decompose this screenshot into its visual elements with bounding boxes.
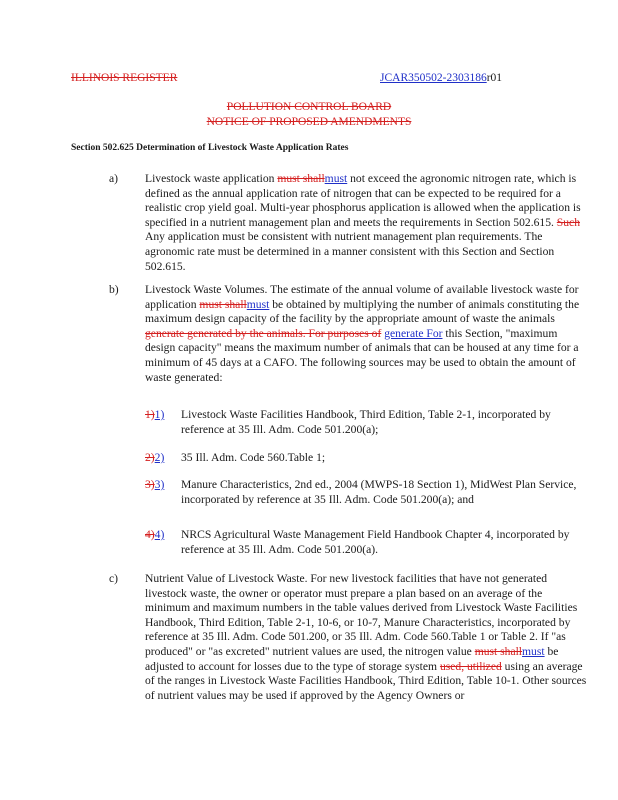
para-b-deletion-2: generate generated by the animals. For purposes of	[145, 326, 382, 340]
para-b-text-2: be obtained by multiplying the number of animals constituting the maximum design capacity of the facility by the appropriate amount of waste the animals	[145, 297, 580, 326]
para-c-label: c)	[109, 572, 119, 585]
notice-title: NOTICE OF PROPOSED AMENDMENTS	[206, 116, 412, 128]
board-name: POLLUTION CONTROL BOARD	[226, 101, 392, 113]
register-header: ILLINOIS REGISTER	[71, 72, 178, 84]
source-4-number-inserted: 4)	[154, 528, 165, 541]
jcar-suffix: r01	[486, 72, 503, 84]
source-2-number-inserted: 2)	[154, 451, 165, 464]
source-1-number	[145, 408, 164, 421]
jcar-header	[380, 72, 502, 84]
para-a-text-2: not exceed the agronomic nitrogen rate, which is defined as the annual application rate of nitrogen that can be expected to be required for a realistic crop yield goal. Multi-year phosphorus application is allowed when the application is specified in a nutrient management plan and meets the requirements in Section 502.615.	[145, 172, 581, 229]
para-c-text-3: using an average of the ranges in Livestock Waste Facilities Handbook, Third Edition, Table 10-1. Other sources of nutrient values may be used if approved by the Agency Owners or	[145, 659, 587, 702]
para-a	[145, 172, 590, 274]
para-a-text-1: Livestock waste application	[145, 172, 278, 185]
para-c-insertion-1: must	[522, 644, 545, 658]
para-b-label: b)	[109, 283, 119, 296]
para-b-text-3: this Section, "maximum design capacity" means the maximum number of animals that can be housed at any time for a minimum of 45 days at a CAFO. The following sources may be used to obtain the amount of waste generated:	[145, 326, 579, 384]
source-1-number-inserted: 1)	[154, 408, 165, 421]
source-2-number	[145, 451, 164, 464]
source-1-number-deleted: 1)	[145, 408, 155, 421]
source-2: 35 Ill. Adm. Code 560.Table 1;	[181, 451, 326, 464]
source-3: Manure Characteristics, 2nd ed., 2004 (MWPS-18 Section 1), MidWest Plan Service, incorporated by reference at 35 Ill. Adm. Code 501.200(a); and	[181, 478, 577, 506]
source-3-number-inserted: 3)	[154, 478, 165, 491]
para-c-text-1: Nutrient Value of Livestock Waste. For new livestock facilities that have not generated livestock waste, the owner or operator must prepare a plan based on an average of the minimum and maximum numbers in the table values derived from Livestock Waste Facilities Handbook, Third Edition, Table 2-1, 10-6, or 10-7, Manure Characteristics, incorporated by reference at 35 Ill. Adm. Code 501.200, or 35 Ill. Adm. Code 560.Table 1 or Table 2. If "as produced" or "as excreted" nutrient values are used, the nitrogen value	[145, 572, 578, 658]
para-b-text-1: Livestock Waste Volumes. The estimate of the annual volume of available livestock waste for application	[145, 283, 579, 311]
para-c-text-2: be adjusted to account for losses due to the type of storage system	[145, 644, 559, 673]
para-b-insertion-2: generate For	[384, 326, 443, 340]
para-a-text-3: Any application must be consistent with nutrient management plan requirements. The agronomic rate must be determined in a manner consistent with this Section and Section 502.615.	[145, 230, 555, 273]
para-c	[145, 572, 590, 703]
para-b-insertion-1: must	[246, 297, 270, 311]
para-a-deletion-2: Such	[556, 215, 580, 229]
para-a-insertion-1: must	[324, 172, 348, 185]
section-heading: Section 502.625 Determination of Livestock Waste Application Rates	[71, 143, 349, 153]
para-b	[145, 283, 585, 385]
source-3-number-deleted: 3)	[145, 478, 155, 491]
para-c-deletion-1: must shall	[474, 644, 523, 658]
source-4-number-deleted: 4)	[145, 528, 155, 541]
jcar-number: JCAR350502-2303186	[380, 72, 487, 84]
source-1: Livestock Waste Facilities Handbook, Third Edition, Table 2-1, incorporated by reference at 35 Ill. Adm. Code 501.200(a);	[181, 408, 551, 436]
source-2-number-deleted: 2)	[145, 451, 155, 464]
para-a-deletion-1: must shall	[277, 172, 325, 185]
para-a-label: a)	[109, 172, 119, 185]
para-b-deletion-1: must shall	[199, 297, 247, 311]
source-3-number	[145, 478, 164, 491]
para-c-deletion-2: used, utilized	[439, 659, 502, 673]
source-4-number	[145, 528, 164, 541]
source-4: NRCS Agricultural Waste Management Field Handbook Chapter 4, incorporated by reference at 35 Ill. Adm. Code 501.200(a).	[181, 528, 570, 556]
